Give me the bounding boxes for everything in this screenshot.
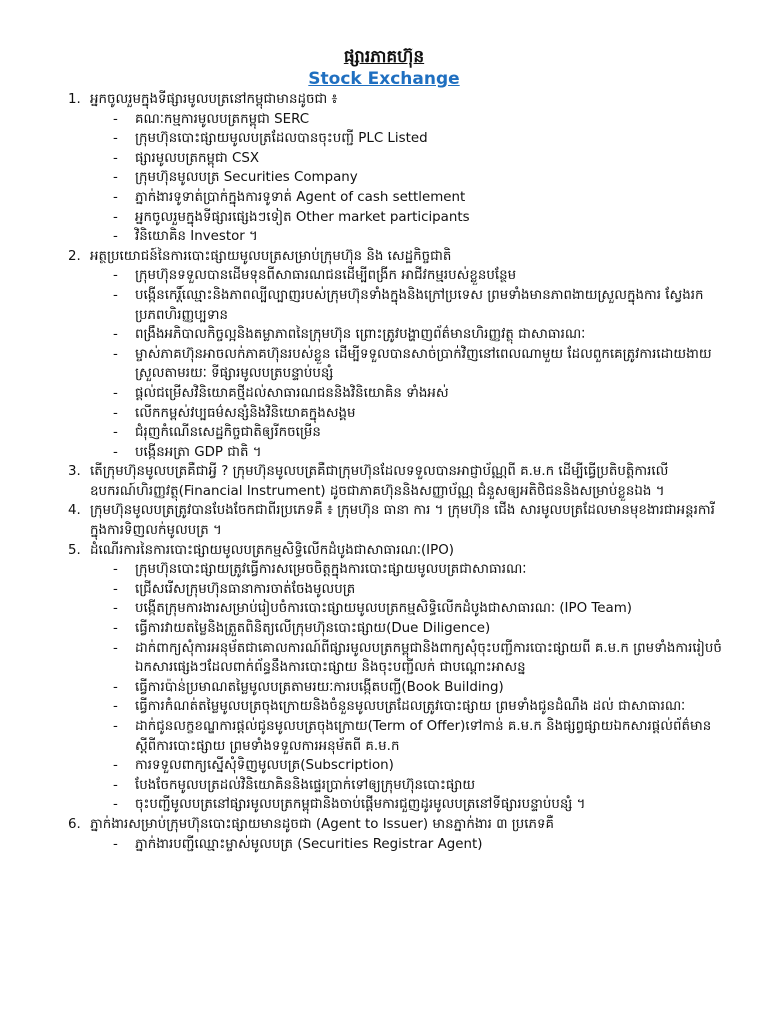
sub-list-item-text: ក្រុមហ៊ុនមូលបត្រ Securities Company	[135, 170, 358, 186]
sub-list-item-text: គណៈកម្មការមូលបត្រកម្ពុជា SERC	[135, 111, 310, 127]
dash-bullet: -	[113, 562, 118, 578]
sub-list-item	[0, 678, 768, 698]
sub-list-item-text: ក្រុមហ៊ុនបោះផ្សាយត្រូវធ្វើការសម្រេចចិត្តក្នុងការបោះផ្សាយមូលបត្រជាសាធារណៈ	[135, 562, 527, 578]
dash-bullet: -	[113, 797, 118, 813]
dash-bullet: -	[113, 601, 118, 617]
sub-list-item	[0, 227, 768, 247]
list-item-number: 4.	[68, 503, 81, 519]
sub-list-item	[0, 129, 768, 149]
dash-bullet: -	[113, 346, 118, 362]
sub-list-item-text: ជំរុញកំណើនសេដ្ឋកិច្ចជាតិឲ្យរីកចម្រើន	[135, 425, 321, 441]
list-item-text: តើក្រុមហ៊ុនមូលបត្រគឺជាអ្វី ? ក្រុមហ៊ុនមូលបត្រគឺជាក្រុមហ៊ុនដែលទទួលបានអាជ្ញាប័ណ្ណពី គ.ម.ក ដើម្បីធ្វើប្រតិបត្តិការលើឧបករណ៍ហិរញ្ញវត្ថុ(Financial Instrument) ដូចជាភាគហ៊ុននិងសញ្ញាប័ណ្ណ ជំនួសឲ្យអតិថិជននិងសម្រាប់ខ្លួនឯង ។	[90, 464, 669, 499]
sub-list-item-text: ក្រុមហ៊ុនបោះផ្សាយមូលបត្រដែលបានចុះបញ្ជី PLC Listed	[135, 131, 428, 147]
dash-bullet: -	[113, 189, 118, 205]
title-block	[0, 46, 768, 90]
dash-bullet: -	[113, 111, 118, 127]
sub-list-item-text: ក្រុមហ៊ុនទទួលបានដើមទុនពីសាធារណជនដើម្បីពង្រីក អាជីវកម្មរបស់ខ្លួនបន្ថែម	[135, 268, 517, 284]
sub-list-item-text: ធ្វើការប៉ាន់ប្រមាណតម្លៃមូលបត្រតាមរយៈការបង្កើតបញ្ជី(Book Building)	[135, 679, 504, 695]
numbered-list	[0, 90, 768, 854]
sub-list-item	[0, 188, 768, 208]
list-item	[0, 462, 768, 501]
sub-list-item	[0, 384, 768, 404]
dash-bullet: -	[113, 229, 118, 245]
dash-bullet: -	[113, 385, 118, 401]
dash-bullet: -	[113, 150, 118, 166]
dash-bullet: -	[113, 679, 118, 695]
sub-list-item-text: លើកកម្ពស់វប្បធម៌សន្សំនិងវិនិយោគក្នុងសង្គម	[135, 405, 356, 421]
list-item-text: អ្នកចូលរួមក្នុងទីផ្សារមូលបត្រនៅកម្ពុជាមានដូចជា ៖	[90, 92, 338, 107]
sub-list-item-text: ភ្នាក់ងារបញ្ជីឈ្មោះម្ចាស់មូលបត្រ (Securities Registrar Agent)	[135, 836, 483, 852]
list-item-number: 2.	[68, 248, 81, 264]
dash-bullet: -	[113, 425, 118, 441]
dash-bullet: -	[113, 444, 118, 460]
list-item	[0, 815, 768, 835]
dash-bullet: -	[113, 287, 118, 303]
sub-list-item	[0, 110, 768, 130]
sub-list-item-text: ផ្តល់ជម្រើសវិនិយោគថ្មីដល់សាធារណជននិងវិនិយោគិន ទាំងអស់	[135, 385, 449, 401]
dash-bullet: -	[113, 758, 118, 774]
dash-bullet: -	[113, 777, 118, 793]
dash-bullet: -	[113, 405, 118, 421]
sub-list-item	[0, 756, 768, 776]
sub-list-item-text: ធ្វើការកំណត់តម្លៃមូលបត្រចុងក្រោយនិងចំនួនមូលបត្រដែលត្រូវបោះផ្សាយ ព្រមទាំងជូនដំណឹង ដល់ ជាសាធារណៈ	[135, 699, 686, 715]
sub-list-item	[0, 208, 768, 228]
sub-list-item-text: ពង្រឹងអភិបាលកិច្ចល្អនិងតម្លាភាពនៃក្រុមហ៊ុន ព្រោះត្រូវបង្ហាញព័ត៌មានហិរញ្ញវត្ថុ ជាសាធារណៈ	[135, 327, 586, 343]
sub-list-item	[0, 697, 768, 717]
sub-list-item-text: ដាក់ពាក្យសុំការអនុម័តជាគោលការណ៍ពីផ្សារមូលបត្រកម្ពុជានិងពាក្យសុំចុះបញ្ជីការបោះផ្សាយពី គ.ម.ក ព្រមទាំងការរៀបចំឯកសារផ្សេងៗដែលពាក់ព័ន្ធនឹងការបោះផ្សាយ និងចុះបញ្ជីលក់ ជាបណ្តោះអាសន្ន	[135, 640, 722, 676]
document-subtitle: Stock Exchange	[308, 69, 460, 89]
list-item-text: ភ្នាក់ងារសម្រាប់ក្រុមហ៊ុនបោះផ្សាយមានដូចជា (Agent to Issuer) មានភ្នាក់ងារ ៣ ប្រភេទគឺ	[90, 816, 555, 832]
sub-list-item	[0, 619, 768, 639]
sub-list-item	[0, 266, 768, 286]
dash-bullet: -	[113, 170, 118, 186]
sub-list-item-text: បង្កើនកេរ្តិ៍ឈ្មោះនិងភាពល្បីល្បាញរបស់ក្រុមហ៊ុនទាំងក្នុងនិងក្រៅប្រទេស ព្រមទាំងមានភាពងាយស្រួលក្នុងការ ស្វែងរកប្រភពហិរញ្ញប្បទាន	[135, 287, 704, 323]
dash-bullet: -	[113, 640, 118, 656]
list-item	[0, 90, 768, 110]
list-item	[0, 541, 768, 561]
sub-list-item	[0, 599, 768, 619]
sub-list-item-text: ផ្សារមូលបត្រកម្ពុជា CSX	[135, 150, 260, 166]
sub-list-item-text: ដាក់ជូនលក្ខខណ្ឌការផ្តល់ជូនមូលបត្រចុងក្រោយ(Term of Offer)ទៅកាន់ គ.ម.ក និងផ្សព្វផ្សាយឯកសារផ្តល់ព័ត៌មានស្តីពីការបោះផ្សាយ ព្រមទាំងទទួលការអនុម័តពី គ.ម.ក	[135, 719, 712, 754]
sub-list-item	[0, 286, 768, 325]
dash-bullet: -	[113, 268, 118, 284]
dash-bullet: -	[113, 209, 118, 225]
sub-list-item-text: បែងចែកមូលបត្រដល់វិនិយោគិននិងផ្ទេរប្រាក់ទៅឲ្យក្រុមហ៊ុនបោះផ្សាយ	[135, 777, 476, 793]
sub-list-item	[0, 580, 768, 600]
sub-list-item	[0, 404, 768, 424]
dash-bullet: -	[113, 719, 118, 734]
list-item-text: ដំណើរការនៃការបោះផ្សាយមូលបត្រកម្មសិទ្ធិលើកដំបូងជាសាធារណៈ(IPO)	[90, 542, 454, 558]
sub-list-item-text: ធ្វើការវាយតម្លៃនិងត្រួតពិនិត្យលើក្រុមហ៊ុនបោះផ្សាយ(Due Diligence)	[135, 621, 491, 637]
sub-list-item	[0, 149, 768, 169]
dash-bullet: -	[113, 621, 118, 637]
list-item	[0, 501, 768, 540]
dash-bullet: -	[113, 836, 118, 852]
sub-list-item-text: អ្នកចូលរួមក្នុងទីផ្សារផ្សេងៗទៀត Other market participants	[135, 209, 470, 225]
sub-list-item-text: វិនិយោគិន Investor ។	[135, 229, 258, 245]
list-item-text: អត្ថប្រយោជន៍នៃការបោះផ្សាយមូលបត្រសម្រាប់ក្រុមហ៊ុន និង សេដ្ឋកិច្ចជាតិ	[90, 248, 452, 264]
sub-list-item	[0, 560, 768, 580]
sub-list-item	[0, 795, 768, 815]
sub-list-item-text: ជ្រើសរើសក្រុមហ៊ុនធានាការចាត់ចែងមូលបត្រ	[135, 581, 356, 597]
sub-list-item	[0, 325, 768, 345]
document-title: ផ្សារភាគហ៊ុន	[343, 47, 425, 67]
list-item	[0, 247, 768, 267]
sub-list-item	[0, 776, 768, 796]
sub-list-item	[0, 345, 768, 384]
sub-list-item-text: ការទទួលពាក្យស្នើសុំទិញមូលបត្រ(Subscription)	[135, 758, 394, 774]
dash-bullet: -	[113, 131, 118, 147]
dash-bullet: -	[113, 327, 118, 343]
sub-list-item-text: បង្កើតក្រុមការងារសម្រាប់រៀបចំការបោះផ្សាយមូលបត្រកម្មសិទ្ធិលើកដំបូងជាសាធារណៈ (IPO Team)	[135, 601, 632, 617]
sub-list-item	[0, 443, 768, 463]
list-item-number: 5.	[68, 542, 81, 558]
list-item-number: 1.	[68, 92, 81, 107]
list-item-number: 6.	[68, 816, 81, 832]
list-item-number: 3.	[68, 464, 81, 480]
sub-list-item-text: ភ្នាក់ងារទូទាត់ប្រាក់ក្នុងការទូទាត់ Agent of cash settlement	[135, 189, 466, 205]
sub-list-item	[0, 168, 768, 188]
sub-list-item-text: ចុះបញ្ជីមូលបត្រនៅផ្សារមូលបត្រកម្ពុជានិងចាប់ផ្តើមការជួញដូរមូលបត្រនៅទីផ្សារបន្ទាប់បន្សំ ។	[135, 797, 586, 813]
sub-list-item-text: បង្កើនអត្រា GDP ជាតិ ។	[135, 444, 262, 460]
sub-list-item	[0, 423, 768, 443]
sub-list-item-text: ម្ចាស់ភាគហ៊ុនអាចលក់ភាគហ៊ុនរបស់ខ្លួន ដើម្បីទទួលបានសាច់ប្រាក់វិញនៅពេលណាមួយ ដែលពួកគេត្រូវការដោយងាយស្រួលតាមរយៈ ទីផ្សារមូលបត្របន្ទាប់បន្សំ	[135, 346, 712, 382]
sub-list-item	[0, 717, 768, 756]
dash-bullet: -	[113, 699, 118, 715]
sub-list-item	[0, 639, 768, 678]
dash-bullet: -	[113, 581, 118, 597]
sub-list-item	[0, 835, 768, 855]
list-item-text: ក្រុមហ៊ុនមូលបត្រត្រូវបានបែងចែកជាពីរប្រភេទគឺ ៖ ក្រុមហ៊ុន ធានា ការ ។ ក្រុមហ៊ុន ជើង សារមូលបត្រដែលមានមុខងារជាអន្តរការីក្នុងការទិញលក់មូលបត្រ ។	[90, 503, 715, 539]
